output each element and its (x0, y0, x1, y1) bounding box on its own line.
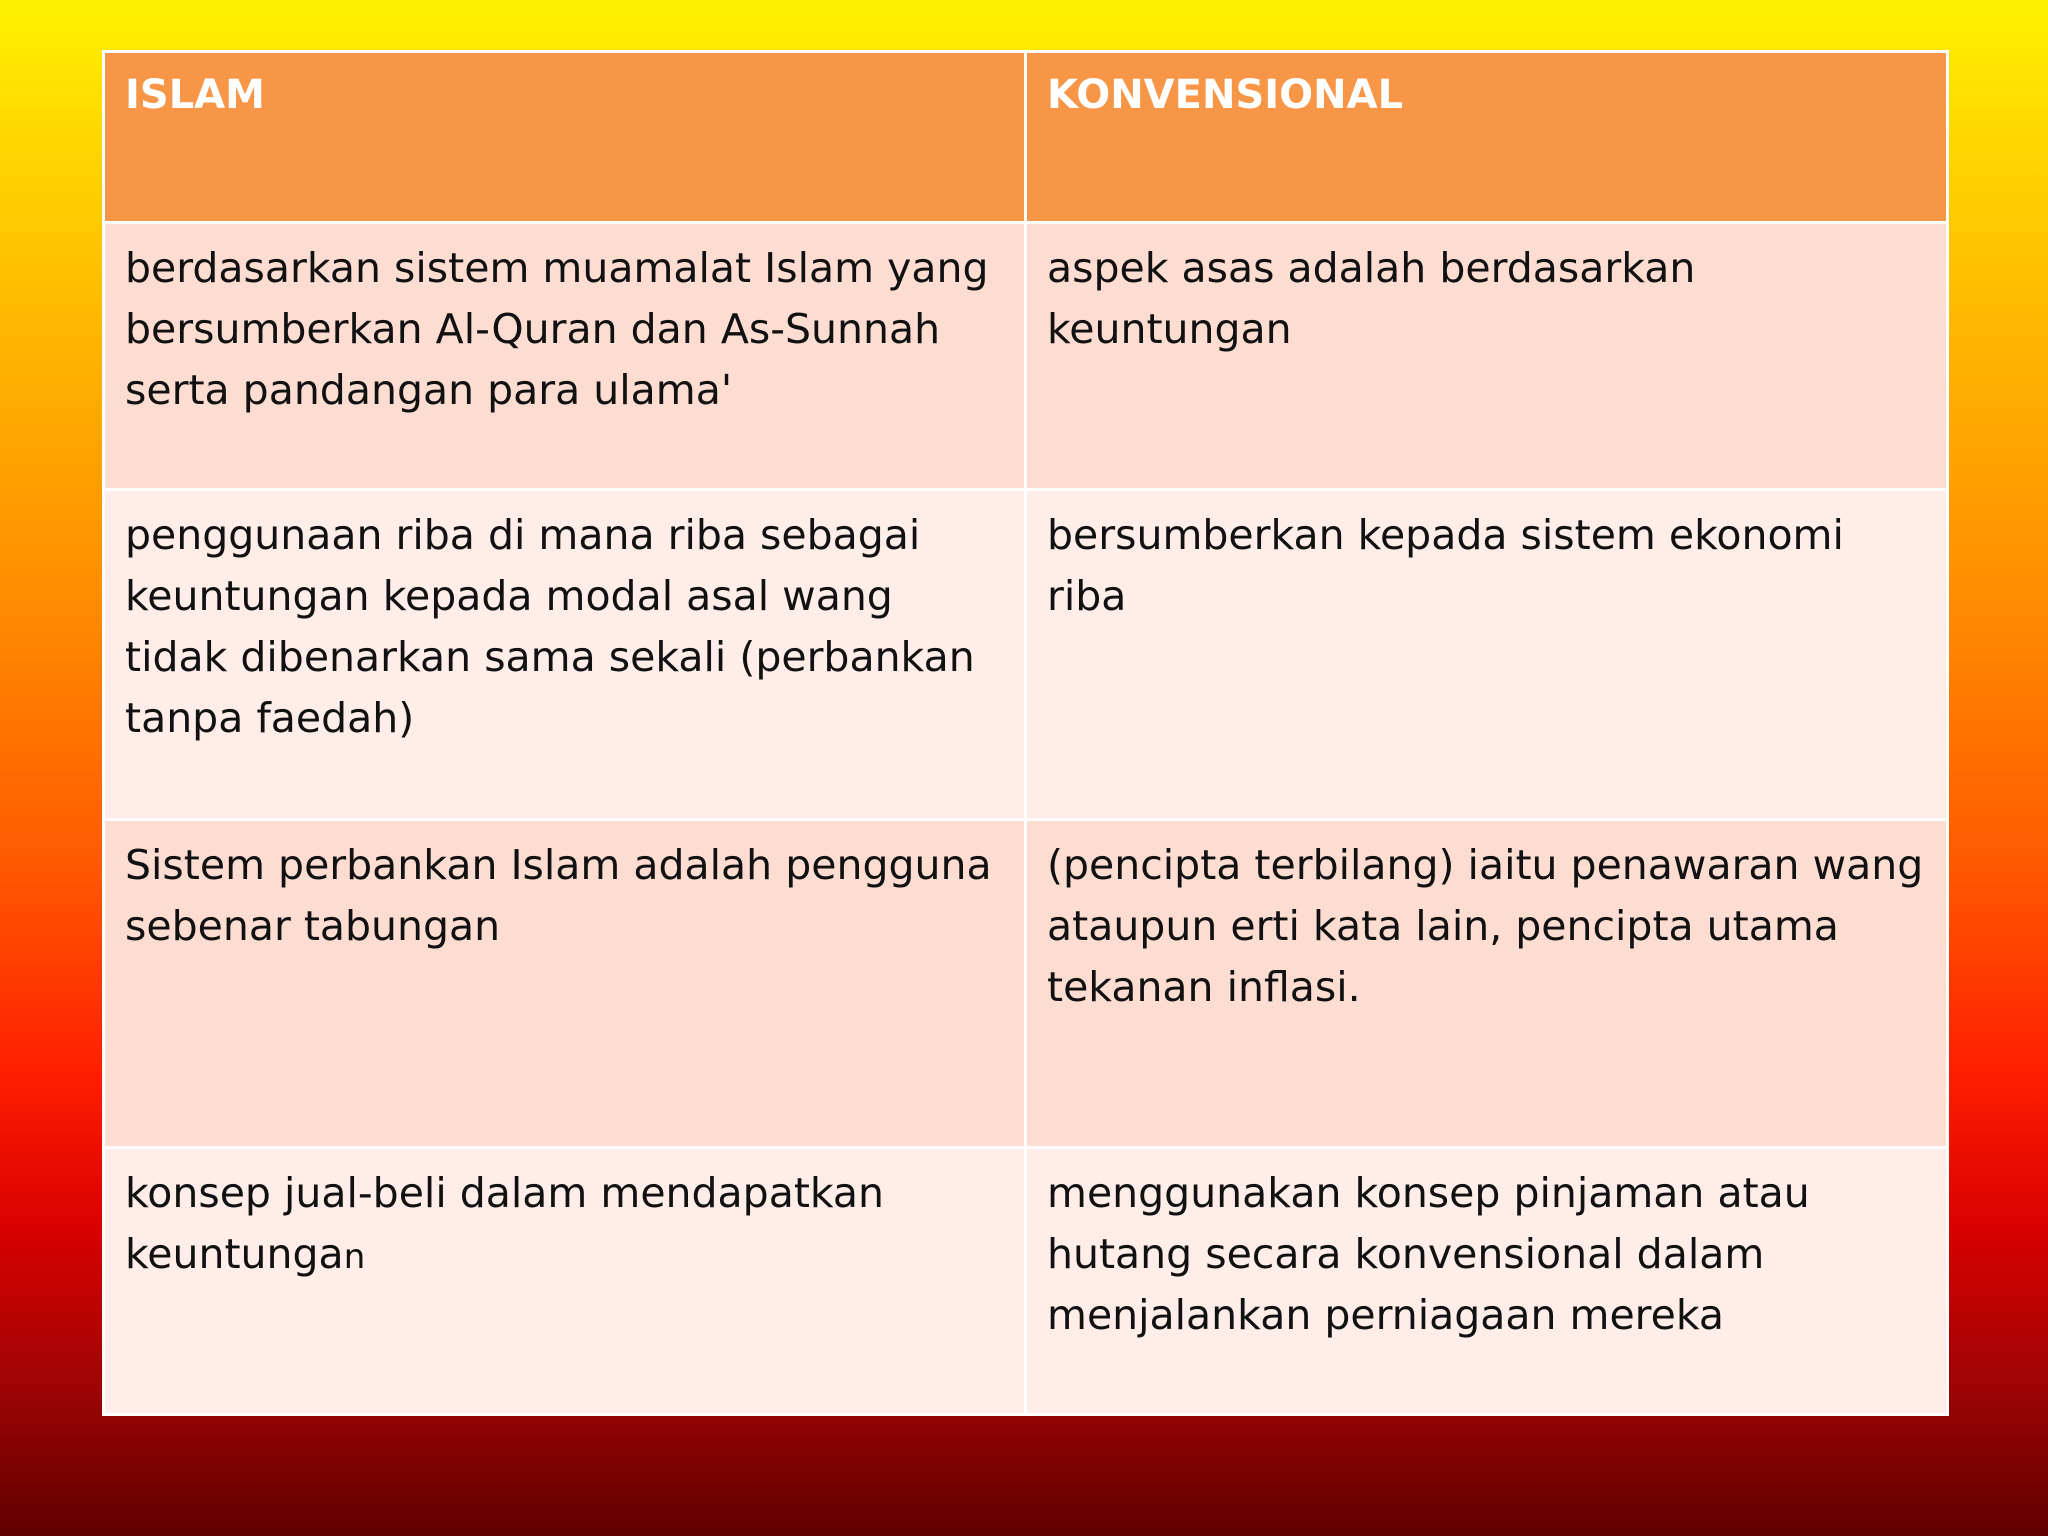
cell-islam: berdasarkan sistem muamalat Islam yang bersumberkan Al-Quran dan As-Sunnah serta pandangan para ulama' (104, 223, 1026, 490)
cell-konvensional: (pencipta terbilang) iaitu penawaran wang ataupun erti kata lain, pencipta utama tekanan inflasi. (1026, 819, 1948, 1147)
header-konvensional: KONVENSIONAL (1026, 52, 1948, 223)
table-row (104, 819, 1948, 1147)
table-row (104, 223, 1948, 490)
cell-konvensional: bersumberkan kepada sistem ekonomi riba (1026, 490, 1948, 820)
cell-konvensional: aspek asas adalah berdasarkan keuntungan (1026, 223, 1948, 490)
table-row (104, 1147, 1948, 1414)
cell-islam: penggunaan riba di mana riba sebagai keuntungan kepada modal asal wang tidak dibenarkan sama sekali (perbankan tanpa faedah) (104, 490, 1026, 820)
table-row (104, 490, 1948, 820)
header-row (104, 52, 1948, 223)
header-islam: ISLAM (104, 52, 1026, 223)
cell-islam: Sistem perbankan Islam adalah pengguna sebenar tabungan (104, 819, 1026, 1147)
cell-islam-suffix: n (343, 1236, 366, 1277)
cell-islam-text: konsep jual-beli dalam mendapatkan keuntunga (125, 1168, 885, 1278)
cell-konvensional: menggunakan konsep pinjaman atau hutang secara konvensional dalam menjalankan perniagaan mereka (1026, 1147, 1948, 1414)
cell-islam (104, 1147, 1026, 1414)
comparison-table (102, 50, 1949, 1416)
